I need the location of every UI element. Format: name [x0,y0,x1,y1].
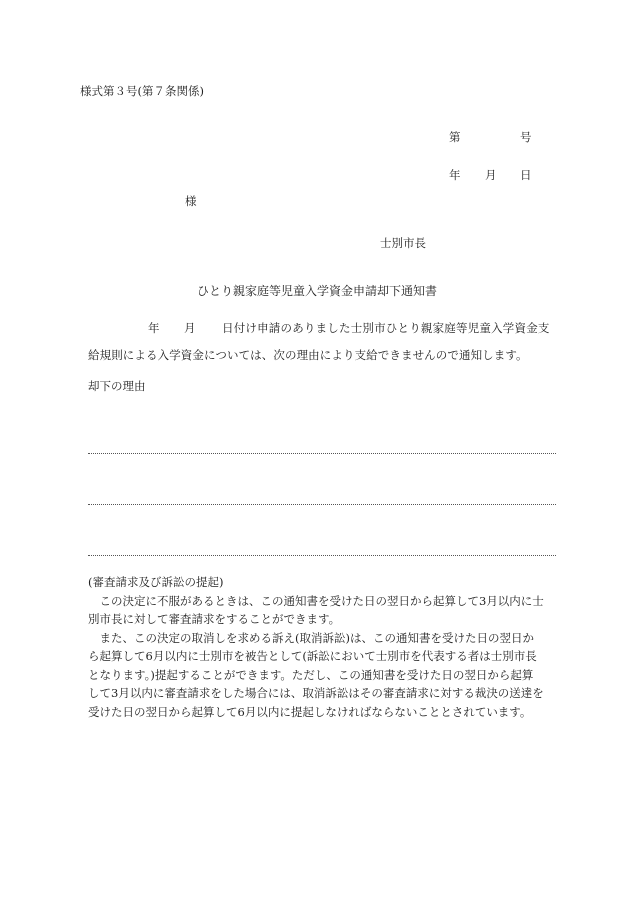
application-date-month: 月 [184,321,196,335]
appeal-notice-line: 別市長に対して審査請求をすることができます。 [88,612,341,626]
application-date-year: 年 [148,321,160,335]
issuer-name: 士別市長 [380,236,426,250]
appeal-notice-line: この決定に不服があるときは、この通知書を受けた日の翌日から起算して3月以内に士 [88,593,544,608]
document-number-prefix: 第 [449,130,461,144]
appeal-notice-line: 受けた日の翌日から起算して6月以内に提起しなければならないこととされています。 [88,704,532,719]
reason-dotted-line [88,453,556,454]
document-title: ひとり親家庭等児童入学資金申請却下通知書 [197,284,438,298]
document-number-suffix: 号 [520,130,532,144]
recipient-honorific: 様 [185,194,197,208]
reason-dotted-line [88,555,556,556]
appeal-notice-line: ら起算して6月以内に士別市を被告として(訴訟において士別市を代表する者は士別市長 [88,649,537,663]
form-number-label: 様式第３号(第７条関係) [80,84,204,98]
rejection-reason-heading: 却下の理由 [88,379,146,393]
appeal-notice-line: して3月以内に審査請求をした場合には、取消訴訟はその審査請求に対する裁決の送達を [88,686,544,700]
body-text-line-1: 日付け申請のありました士別市ひとり親家庭等児童入学資金支 [222,321,550,335]
issue-date-day: 日 [520,168,532,182]
appeal-notice [88,573,568,721]
appeal-notice-line: となります。)提起することができます。ただし、この通知書を受けた日の翌日から起算 [88,667,534,682]
body-text-line-2: 給規則による入学資金については、次の理由により支給できませんので通知します。 [88,348,528,362]
appeal-notice-heading: (審査請求及び訴訟の提起) [88,575,224,589]
reason-dotted-line [88,504,556,505]
issue-date-month: 月 [485,168,497,182]
appeal-notice-line: また、この決定の取消しを求める訴え(取消訴訟)は、この通知書を受けた日の翌日か [88,630,534,645]
issue-date-year: 年 [449,168,461,182]
